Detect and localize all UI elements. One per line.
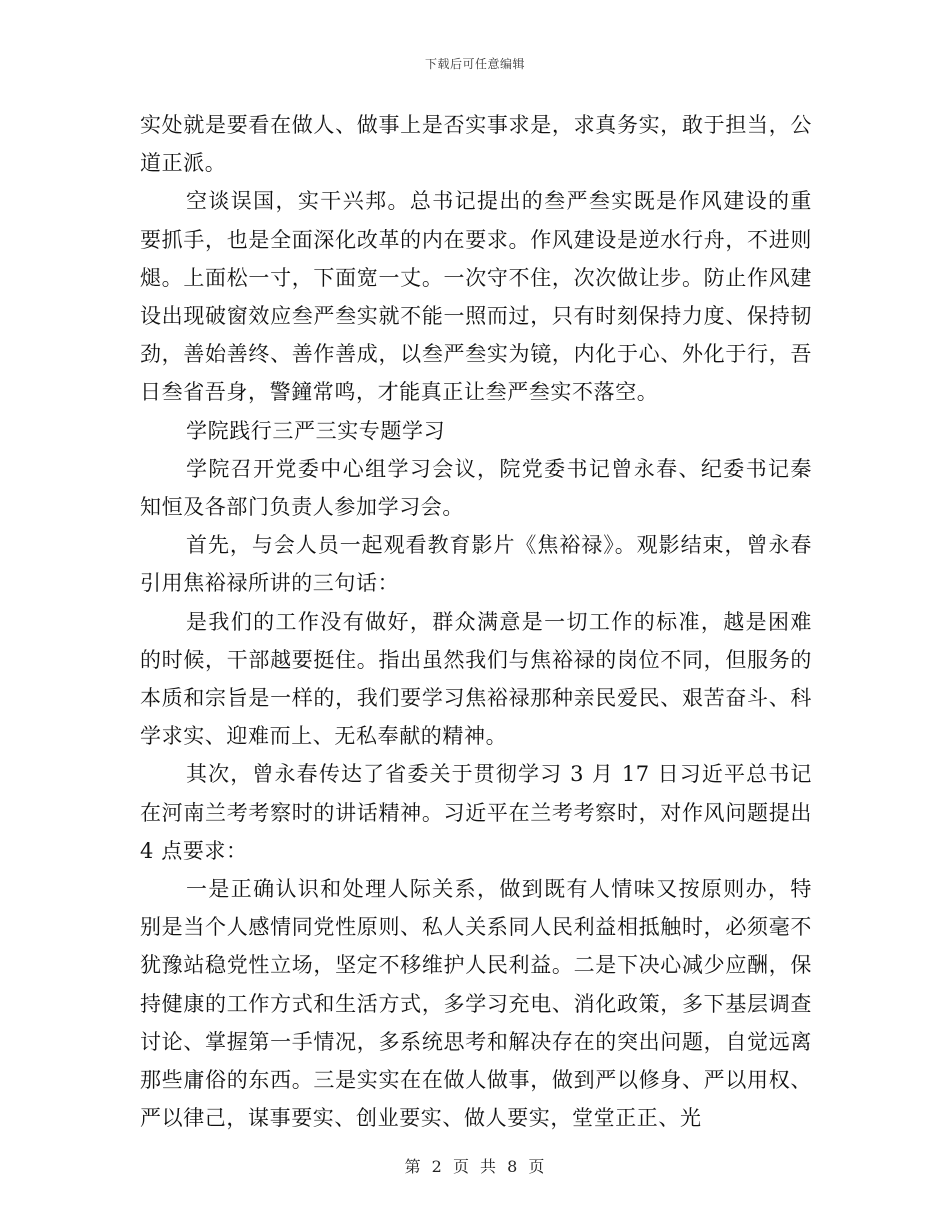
paragraph-5: 首先，与会人员一起观看教育影片《焦裕禄》。观影结束，曾永春引用焦裕禄所讲的三句话： [140,533,812,596]
page-number-footer: 第 2 页 共 8 页 [404,1157,546,1176]
page-header: 下载后可任意编辑 [424,57,525,71]
paragraph-2: 空谈误国，实干兴邦。总书记提出的叁严叁实既是作风建设的重要抓手，也是全面深化改革的内在要求。作风建设是逆水行舟，不进则煺。上面松一寸，下面宽一丈。一次守不住，次次做让步。防止作风建设出现破窗效应叁严叁实就不能一照而过，只有时刻保持力度、保持韧劲，善始善终、善作善成，以叁严叁实为镜，内化于心、外化于行，吾日叁省吾身，警鐘常鸣，才能真正让叁严叁实不落空。 [140,189,812,405]
paragraph-4: 学院召开党委中心组学习会议，院党委书记曾永春、纪委书记秦知恒及各部门负责人参加学习会。 [140,456,812,520]
paragraph-1: 实处就是要看在做人、做事上是否实事求是，求真务实，敢于担当，公道正派。 [140,113,812,176]
paragraph-6: 是我们的工作没有做好，群众满意是一切工作的标准，越是困难的时候，干部越要挺住。指出虽然我们与焦裕禄的岗位不同，但服务的本质和宗旨是一样的，我们要学习焦裕禄那种亲民爱民、艰苦奋斗、科学求实、迎难而上、无私奉献的精神。 [140,609,812,749]
section-heading: 学院践行三严三实专题学习 [186,418,446,443]
paragraph-8: 一是正确认识和处理人际关系，做到既有人情味又按原则办，特别是当个人感情同党性原则、私人关系同人民利益相抵触时，必须毫不犹豫站稳党性立场，坚定不移维护人民利益。二是下决心减少应酬，保持健康的工作方式和生活方式，多学习充电、消化政策，多下基层调查讨论、掌握第一手情况，多系统思考和解决存在的突出问题，自觉远离那些庸俗的东西。三是实实在在做人做事，做到严以修身、严以用权、严以律己，谋事要实、创业要实、做人要实，堂堂正正、光 [140,877,812,1131]
document-body [140,106,812,1137]
paragraph-7: 其次，曾永春传达了省委关于贯彻学习 3 月 17 日习近平总书记在河南兰考考察时的讲话精神。习近平在兰考考察时，对作风问题提出 4 点要求： [140,762,812,863]
